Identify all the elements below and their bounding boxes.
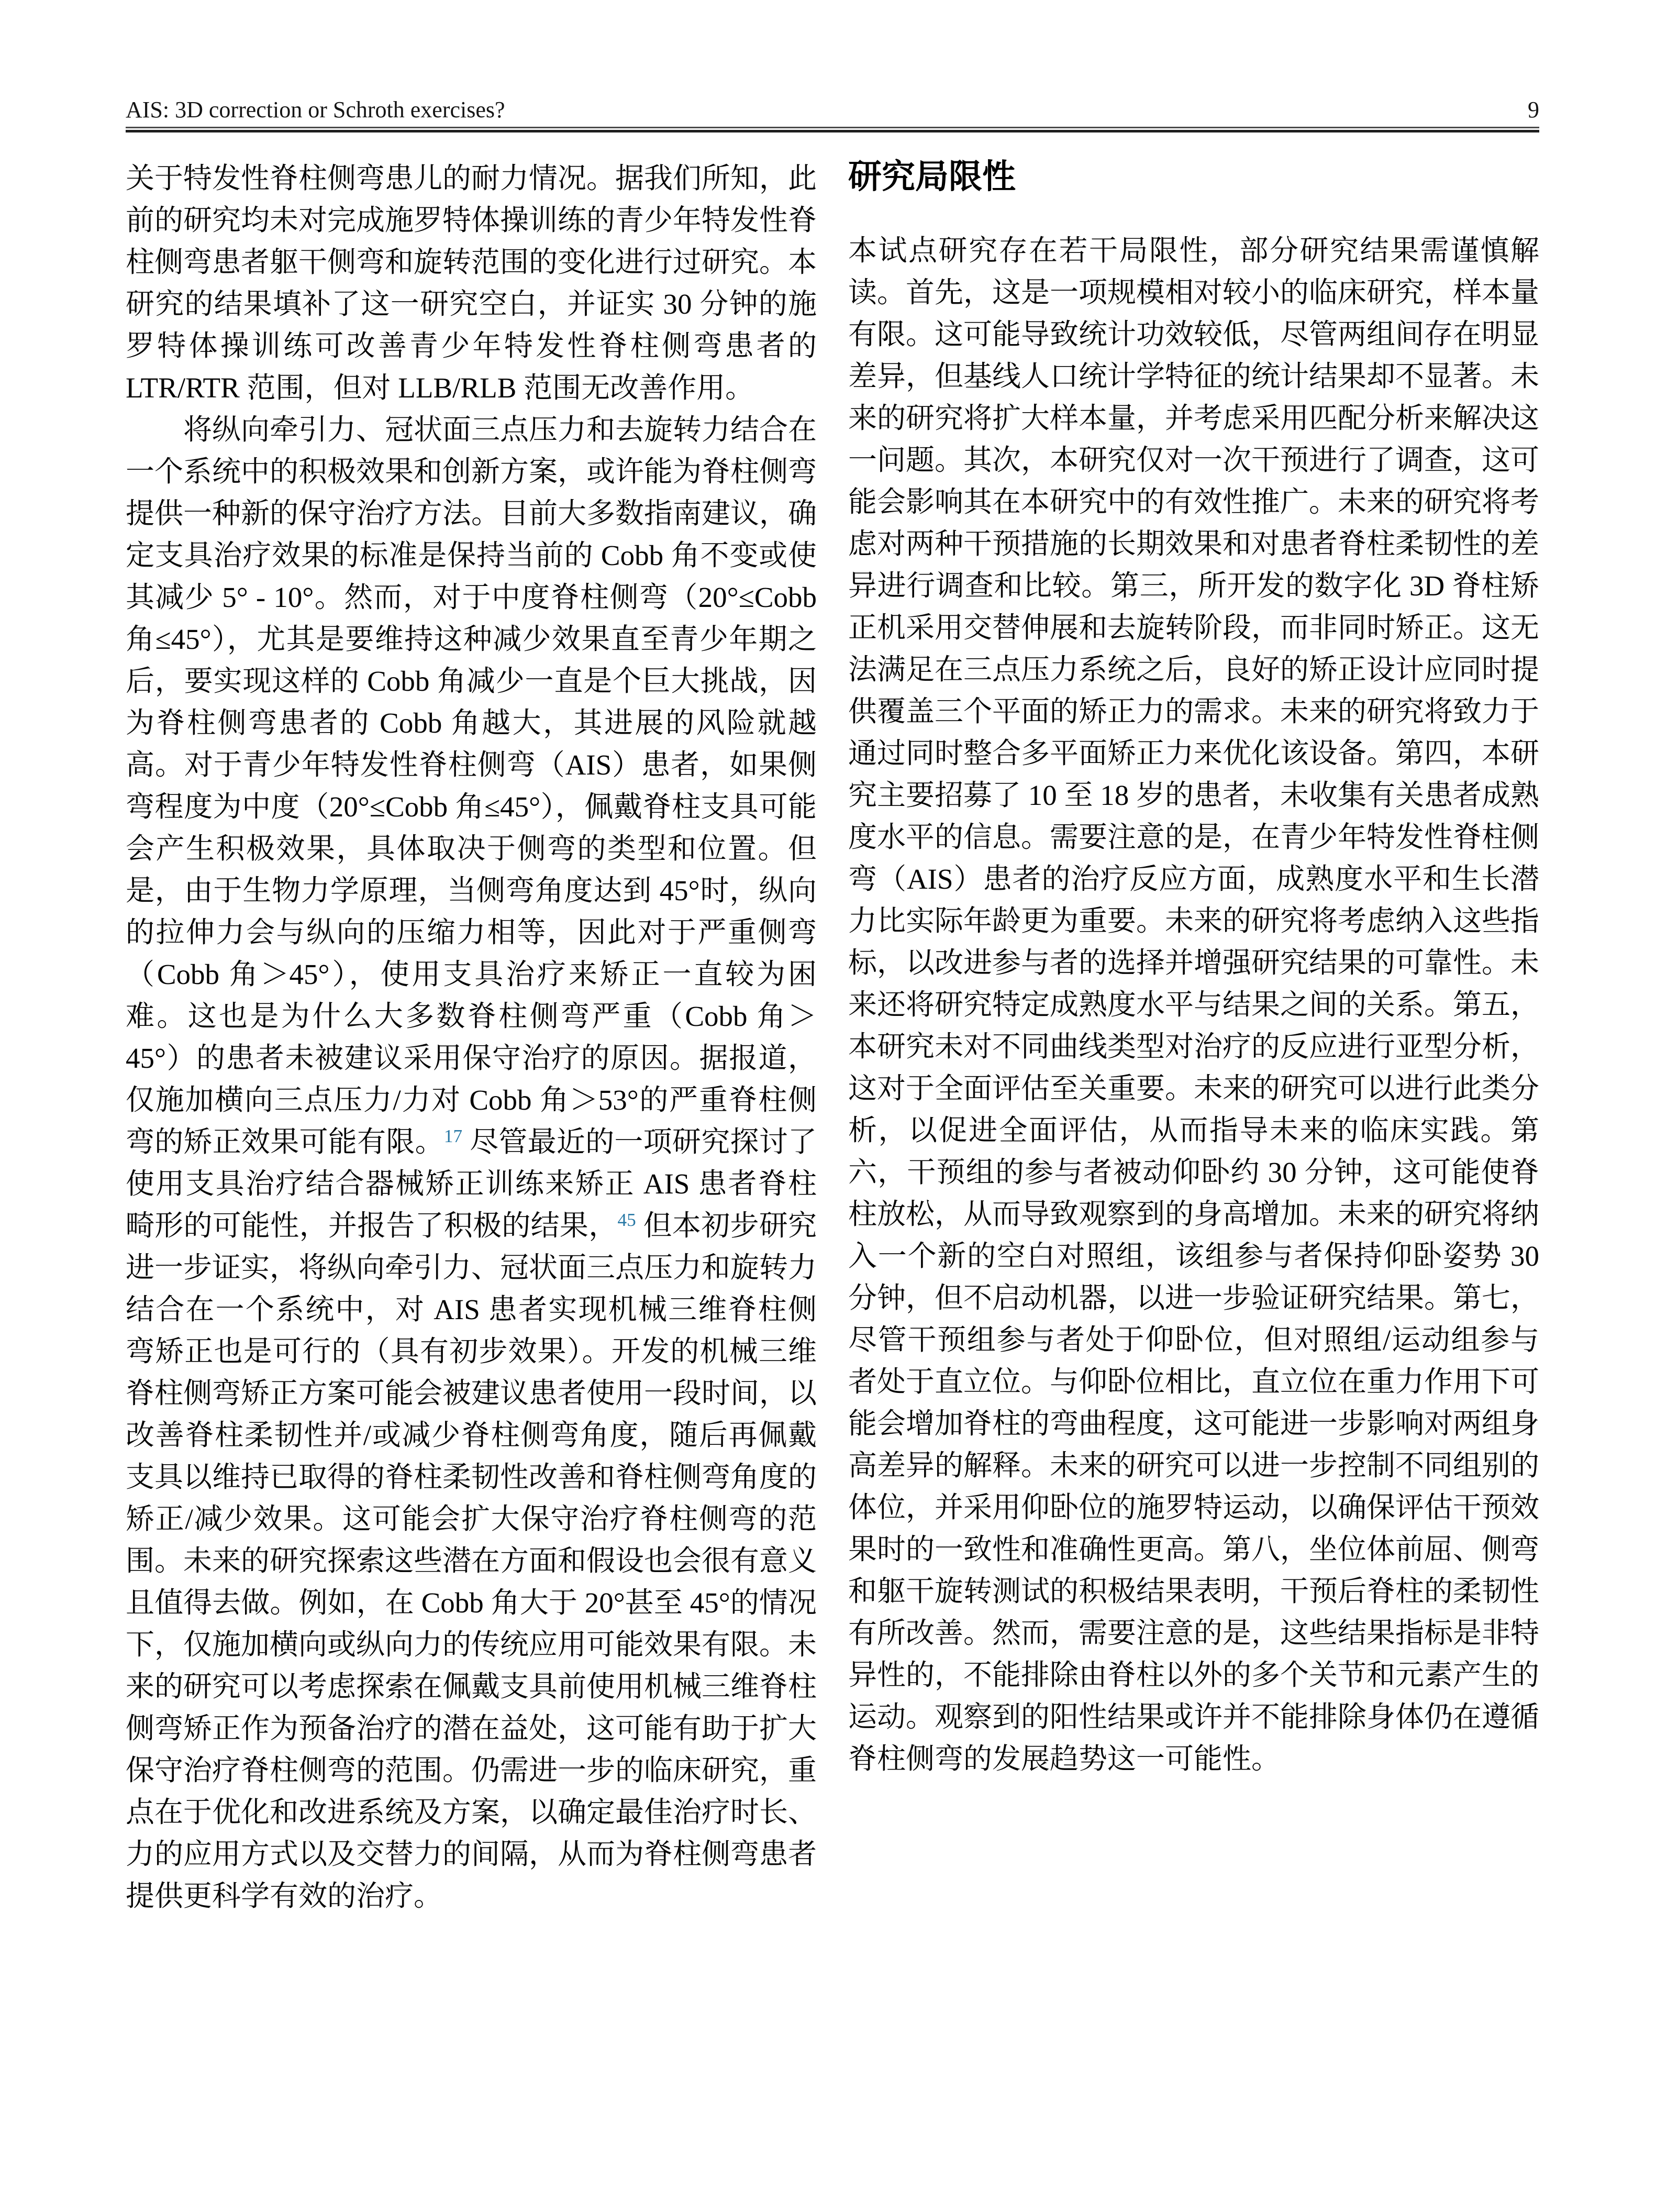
paragraph-discussion: 将纵向牵引力、冠状面三点压力和去旋转力结合在一个系统中的积极效果和创新方案，或许能为脊柱侧弯提供一种新的保守治疗方法。目前大多数指南建议，确定支具治疗效果的标准是保持当前的 Cobb 角不变或使其减少 5° - 10°。然而，对于中度脊柱侧弯（20°≤Cobb 角≤45°），尤其是要维持这种减少效果直至青少年期之后，要实现这样的 Cobb 角减少一直是个巨大挑战，因为脊柱侧弯患者的 Cobb 角越大，其进展的风险就越高。对于青少年特发性脊柱侧弯（AIS）患者，如果侧弯程度为中度（20°≤Cobb 角≤45°），佩戴脊柱支具可能会产生积极效果，具体取决于侧弯的类型和位置。但是，由于生物力学原理，当侧弯角度达到 45°时，纵向的拉伸力会与纵向的压缩力相等，因此对于严重侧弯（Cobb 角＞45°），使用支具治疗来矫正一直较为困难。这也是为什么大多数脊柱侧弯严重（Cobb 角＞45°）的患者未被建议采用保守治疗的原因。据报道，仅施加横向三点压力/力对 Cobb 角＞53°的严重脊柱侧弯的矫正效果可能有限。$^{17}$ 尽管最近的一项研究探讨了使用支具治疗结合器械矫正训练来矫正 AIS 患者脊柱畸形的可能性，并报告了积极的结果，$^{45}$ 但本初步研究进一步证实，将纵向牵引力、冠状面三点压力和旋转力结合在一个系统中，对 AIS 患者实现机械三维脊柱侧弯矫正也是可行的（具有初步效果）。开发的机械三维脊柱侧弯矫正方案可能会被建议患者使用一段时间，以改善脊柱柔韧性并/或减少脊柱侧弯角度，随后再佩戴支具以维持已取得的脊柱柔韧性改善和脊柱侧弯角度的矫正/减少效果。这可能会扩大保守治疗脊柱侧弯的范围。未来的研究探索这些潜在方面和假设也会很有意义且值得去做。例如，在 Cobb 角大于 20°甚至 45°的情况下，仅施加横向或纵向力的传统应用可能效果有限。未来的研究可以考虑探索在佩戴支具前使用机械三维脊柱侧弯矫正作为预备治疗的潜在益处，这可能有助于扩大保守治疗脊柱侧弯的范围。仍需进一步的临床研究，重点在于优化和改进系统及方案，以确定最佳治疗时长、力的应用方式以及交替力的间隔，从而为脊柱侧弯患者提供更科学有效的治疗。 xyxy=(126,414,817,1912)
header-rule xyxy=(126,127,1539,132)
paragraph-continuation: 关于特发性脊柱侧弯患儿的耐力情况。据我们所知，此前的研究均未对完成施罗特体操训练的青少年特发性脊柱侧弯患者躯干侧弯和旋转范围的变化进行过研究。本研究的结果填补了这一研究空白，并证实 30 分钟的施罗特体操训练可改善青少年特发性脊柱侧弯患者的 LTR/RTR 范围，但对 LLB/RLB 范围无改善作用。 xyxy=(126,162,817,404)
two-column-body xyxy=(126,158,1539,1917)
citation-reference[interactable]: 45 xyxy=(617,1210,636,1231)
paragraph-limitations: 本试点研究存在若干局限性，部分研究结果需谨慎解读。首先，这是一项规模相对较小的临床研究，样本量有限。这可能导致统计功效较低，尽管两组间存在明显差异，但基线人口统计学特征的统计结果却不显著。未来的研究将扩大样本量，并考虑采用匹配分析来解决这一问题。其次，本研究仅对一次干预进行了调查，这可能会影响其在本研究中的有效性推广。未来的研究将考虑对两种干预措施的长期效果和对患者脊柱柔韧性的差异进行调查和比较。第三，所开发的数字化 3D 脊柱矫正机采用交替伸展和去旋转阶段，而非同时矫正。这无法满足在三点压力系统之后，良好的矫正设计应同时提供覆盖三个平面的矫正力的需求。未来的研究将致力于通过同时整合多平面矫正力来优化该设备。第四，本研究主要招募了 10 至 18 岁的患者，未收集有关患者成熟度水平的信息。需要注意的是，在青少年特发性脊柱侧弯（AIS）患者的治疗反应方面，成熟度水平和生长潜力比实际年龄更为重要。未来的研究将考虑纳入这些指标，以改进参与者的选择并增强研究结果的可靠性。未来还将研究特定成熟度水平与结果之间的关系。第五，本研究未对不同曲线类型对治疗的反应进行亚型分析，这对于全面评估至关重要。未来的研究可以进行此类分析，以促进全面评估，从而指导未来的临床实践。第六，干预组的参与者被动仰卧约 30 分钟，这可能使脊柱放松，从而导致观察到的身高增加。未来的研究将纳入一个新的空白对照组，该组参与者保持仰卧姿势 30 分钟，但不启动机器，以进一步验证研究结果。第七，尽管干预组参与者处于仰卧位，但对照组/运动组参与者处于直立位。与仰卧位相比，直立位在重力作用下可能会增加脊柱的弯曲程度，这可能进一步影响对两组身高差异的解释。未来的研究可以进一步控制不同组别的体位，并采用仰卧位的施罗特运动，以确保评估干预效果时的一致性和准确性更高。第八，坐位体前屈、侧弯和躯干旋转测试的积极结果表明，干预后脊柱的柔韧性有所改善。然而，需要注意的是，这些结果指标是非特异性的，不能排除由脊柱以外的多个关节和元素产生的运动。观察到的阳性结果或许并不能排除身体仍在遵循脊柱侧弯的发展趋势这一可能性。 xyxy=(848,235,1540,1775)
right-column xyxy=(848,158,1539,1917)
section-heading-limitations: 研究局限性 xyxy=(848,158,1016,195)
running-title: AIS: 3D correction or Schroth exercises? xyxy=(126,97,505,123)
left-column xyxy=(126,158,817,1917)
page-number: 9 xyxy=(1528,97,1539,123)
page-header xyxy=(126,96,1539,124)
citation-reference[interactable]: 17 xyxy=(443,1126,463,1147)
